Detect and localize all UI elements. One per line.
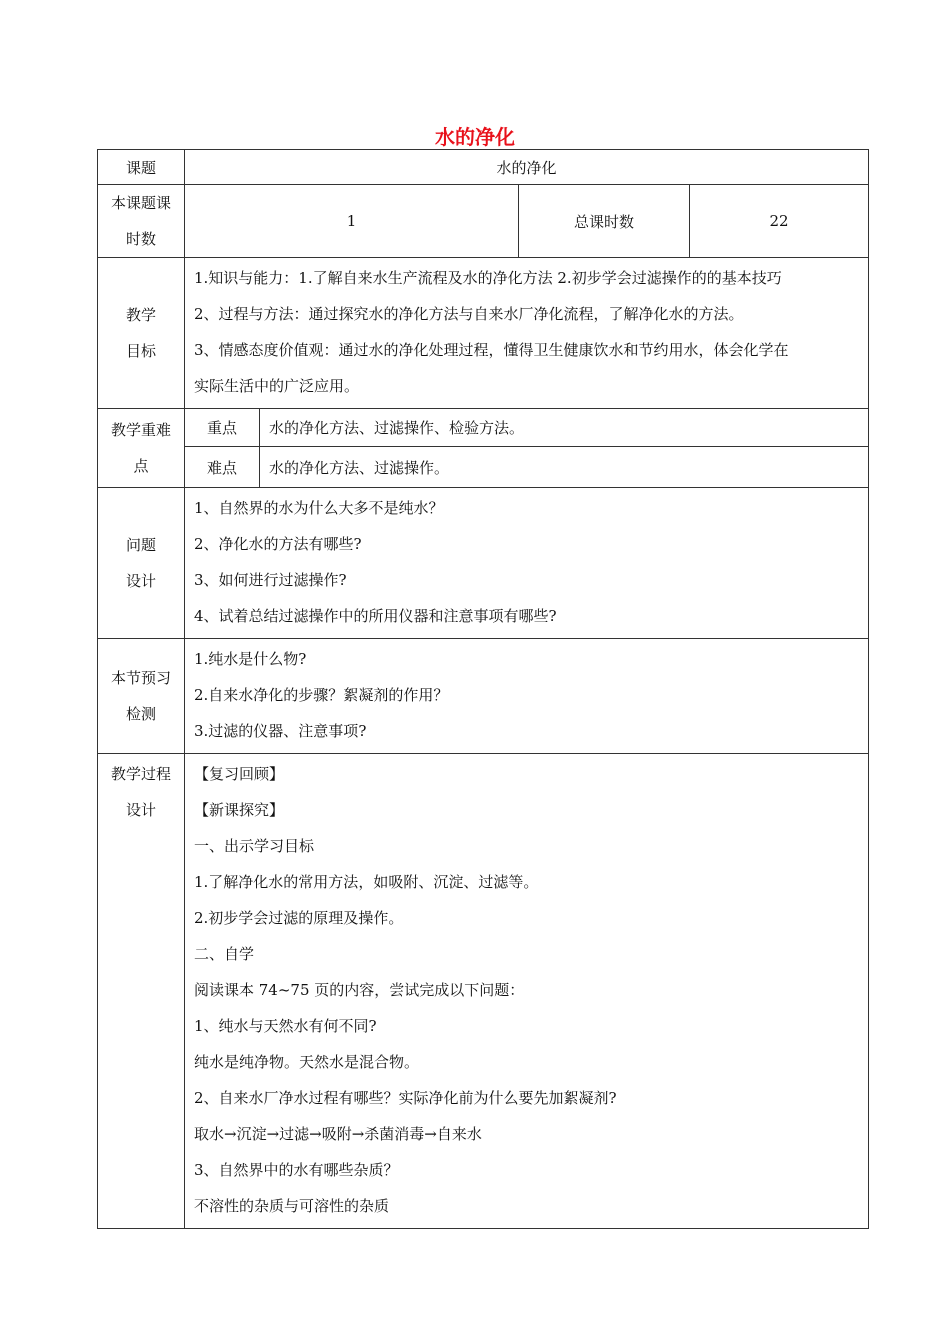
questions-content — [185, 488, 869, 639]
preview-label-line1: 本节预习 — [110, 669, 171, 687]
process-line: 纯水是纯净物。天然水是混合物。 — [194, 1053, 420, 1071]
process-line: 二、自学 — [194, 945, 255, 963]
lesson-plan-table — [97, 149, 869, 1229]
process-label-line1: 教学过程 — [110, 765, 171, 783]
questions-label — [98, 488, 185, 639]
goal-line: 实际生活中的广泛应用。 — [194, 377, 360, 395]
page-title: 水的净化 — [435, 125, 515, 149]
preview-line: 1.纯水是什么物? — [194, 650, 307, 668]
question-line: 2、净化水的方法有哪些? — [194, 535, 362, 553]
key-point-label: 重点 — [185, 409, 260, 447]
goal-line: 1.知识与能力：1.了解自来水生产流程及水的净化方法 2.初步学会过滤操作的的基本技巧 — [194, 269, 782, 287]
total-hours-label: 总课时数 — [519, 185, 690, 258]
topic-label: 课题 — [98, 150, 185, 185]
hard-point-value: 水的净化方法、过滤操作。 — [260, 447, 869, 488]
hours-row — [98, 185, 869, 258]
key-point-value: 水的净化方法、过滤操作、检验方法。 — [260, 409, 869, 447]
hard-row — [98, 447, 869, 488]
key-label-line1: 教学重难 — [110, 421, 171, 439]
question-line: 4、试着总结过滤操作中的所用仪器和注意事项有哪些? — [194, 607, 557, 625]
hours-label-line2: 时数 — [125, 230, 156, 248]
preview-content — [185, 639, 869, 754]
question-line: 1、自然界的水为什么大多不是纯水？ — [194, 499, 444, 517]
preview-line: 3.过滤的仪器、注意事项? — [194, 722, 367, 740]
process-content — [185, 754, 869, 1229]
question-line: 3、如何进行过滤操作? — [194, 571, 347, 589]
process-label — [98, 754, 185, 1229]
key-label — [98, 409, 185, 488]
goals-label — [98, 258, 185, 409]
hours-label — [98, 185, 185, 258]
hours-label-line1: 本课题课 — [110, 194, 171, 212]
process-label-line2: 设计 — [125, 801, 156, 819]
hard-point-label: 难点 — [185, 447, 260, 488]
process-line: 一、出示学习目标 — [194, 837, 315, 855]
goal-line: 2、过程与方法：通过探究水的净化方法与自来水厂净化流程，了解净化水的方法。 — [194, 305, 744, 323]
topic-value: 水的净化 — [185, 150, 869, 185]
process-line: 1、纯水与天然水有何不同? — [194, 1017, 377, 1035]
goals-content — [185, 258, 869, 409]
preview-label — [98, 639, 185, 754]
process-line: 取水→沉淀→过滤→吸附→杀菌消毒→自来水 — [194, 1125, 482, 1143]
process-line: 2、自来水厂净水过程有哪些？实际净化前为什么要先加絮凝剂? — [194, 1089, 617, 1107]
questions-row — [98, 488, 869, 639]
total-hours-value: 22 — [690, 185, 869, 258]
process-line: 【新课探究】 — [194, 801, 285, 819]
goal-line: 3、情感态度价值观：通过水的净化处理过程，懂得卫生健康饮水和节约用水，体会化学在 — [194, 341, 789, 359]
process-line: 1.了解净化水的常用方法，如吸附、沉淀、过滤等。 — [194, 873, 539, 891]
questions-label-line1: 问题 — [125, 536, 156, 554]
key-row — [98, 409, 869, 447]
process-line: 阅读课本 74~75 页的内容，尝试完成以下问题： — [194, 981, 525, 999]
process-line: 2.初步学会过滤的原理及操作。 — [194, 909, 404, 927]
preview-label-line2: 检测 — [125, 705, 156, 723]
preview-line: 2.自来水净化的步骤？絮凝剂的作用？ — [194, 686, 449, 704]
key-label-line2: 点 — [133, 457, 149, 475]
process-line: 【复习回顾】 — [194, 765, 285, 783]
questions-label-line2: 设计 — [125, 572, 156, 590]
preview-row — [98, 639, 869, 754]
goals-label-line1: 教学 — [125, 306, 156, 324]
goals-label-line2: 目标 — [125, 342, 156, 360]
goals-row — [98, 258, 869, 409]
process-line: 3、自然界中的水有哪些杂质？ — [194, 1161, 399, 1179]
hours-value: 1 — [185, 185, 519, 258]
process-line: 不溶性的杂质与可溶性的杂质 — [194, 1197, 390, 1215]
process-row — [98, 754, 869, 1229]
topic-row — [98, 150, 869, 185]
